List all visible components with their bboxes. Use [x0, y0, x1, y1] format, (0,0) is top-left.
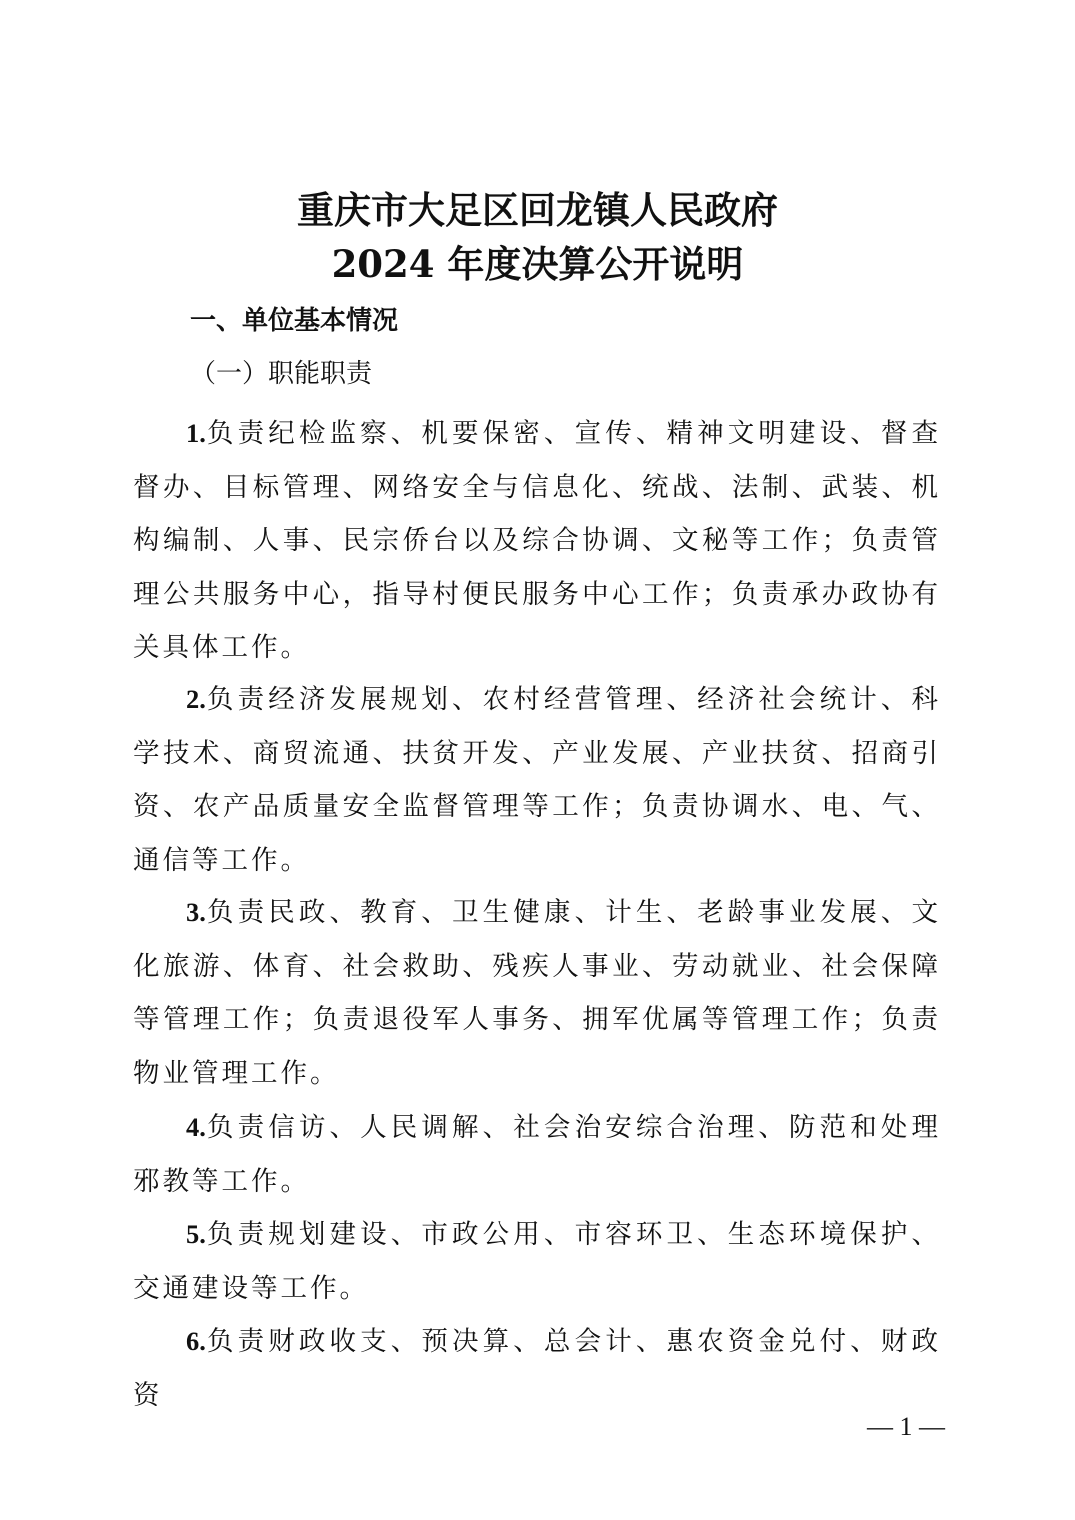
duty-number: 5.	[186, 1219, 206, 1249]
duty-text: 负责民政、教育、卫生健康、计生、老龄事业发展、文化旅游、体育、社会救助、残疾人事业、劳动就业、社会保障等管理工作；负责退役军人事务、拥军优属等管理工作；负责物业管理工作。	[133, 897, 941, 1089]
duty-number: 2.	[186, 684, 206, 714]
duty-text: 负责财政收支、预决算、总会计、惠农资金兑付、财政资	[133, 1326, 941, 1411]
document-title-line1: 重庆市大足区回龙镇人民政府	[297, 188, 778, 232]
duty-number: 6.	[186, 1326, 206, 1356]
duty-text: 负责规划建设、市政公用、市容环卫、生态环境保护、交通建设等工作。	[133, 1219, 941, 1304]
duty-paragraph-1	[133, 407, 941, 675]
duty-number: 1.	[186, 418, 206, 448]
document-title-line2: 2024 年度决算公开说明	[331, 242, 744, 286]
duty-number: 3.	[186, 897, 206, 927]
duty-paragraph-2	[133, 673, 941, 887]
duty-paragraph-6	[133, 1315, 941, 1411]
duty-number: 4.	[186, 1112, 206, 1142]
duty-text: 负责信访、人民调解、社会治安综合治理、防范和处理邪教等工作。	[133, 1112, 941, 1197]
duty-paragraph-5	[133, 1208, 941, 1315]
duty-text: 负责经济发展规划、农村经营管理、经济社会统计、科学技术、商贸流通、扶贫开发、产业发展、产业扶贫、招商引资、农产品质量安全监督管理等工作；负责协调水、电、气、通信等工作。	[133, 684, 941, 876]
duty-paragraph-4	[133, 1101, 941, 1208]
duty-paragraph-3	[133, 886, 941, 1100]
duty-text: 负责纪检监察、机要保密、宣传、精神文明建设、督查督办、目标管理、网络安全与信息化、统战、法制、武装、机构编制、人事、民宗侨台以及综合协调、文秘等工作；负责管理公共服务中心，指导村便民服务中心工作；负责承办政协有关具体工作。	[133, 418, 941, 664]
subsection-heading: （一）职能职责	[190, 359, 373, 389]
page-number: — 1 —	[867, 1412, 945, 1441]
section-heading: 一、单位基本情况	[190, 306, 399, 336]
